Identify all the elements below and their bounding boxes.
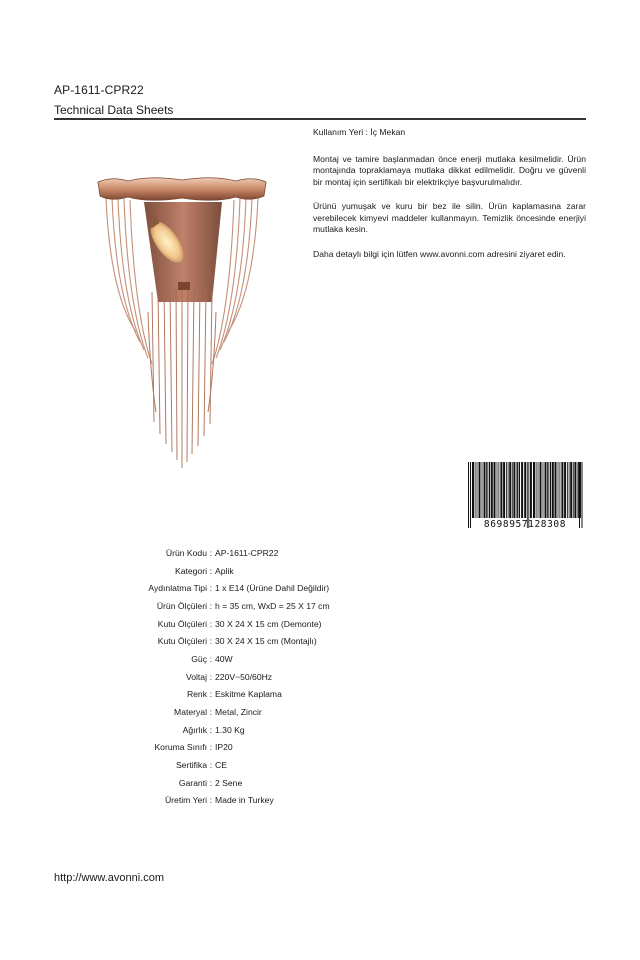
spec-row	[100, 686, 330, 704]
product-image-wall-lamp	[92, 172, 272, 472]
barcode-bar	[472, 462, 474, 518]
spec-row	[100, 703, 330, 721]
spec-value: h = 35 cm, WxD = 25 X 17 cm	[215, 600, 330, 611]
barcode-number: 8698957128308	[483, 519, 567, 530]
spec-row	[100, 668, 330, 686]
spec-separator: :	[209, 707, 213, 718]
spec-separator: :	[209, 777, 213, 788]
document-title: Technical Data Sheets	[54, 103, 174, 117]
spec-separator: :	[209, 760, 213, 771]
barcode-bar	[477, 462, 478, 518]
barcode-bar	[561, 462, 563, 518]
spec-label: Materyal	[174, 707, 207, 718]
spec-separator: :	[209, 618, 213, 629]
spec-label: Koruma Sınıfı	[154, 742, 207, 753]
barcode-bar	[569, 462, 570, 518]
usage-location: Kullanım Yeri : İç Mekan	[313, 127, 406, 137]
spec-separator: :	[209, 689, 213, 700]
spec-row	[100, 597, 330, 615]
barcode-bar	[489, 462, 490, 518]
barcode-bar	[497, 462, 498, 518]
barcode-bar	[573, 462, 574, 518]
spec-separator: :	[209, 653, 213, 664]
barcode-bar	[512, 462, 513, 518]
spec-value: AP-1611-CPR22	[215, 547, 279, 558]
spec-value: 2 Sene	[215, 777, 243, 788]
spec-row	[100, 756, 330, 774]
document-header	[54, 82, 586, 118]
spec-row	[100, 562, 330, 580]
spec-row	[100, 792, 330, 810]
spec-label: Voltaj	[185, 671, 207, 682]
barcode-bar	[550, 462, 551, 518]
spec-label: Üretim Yeri	[164, 795, 207, 806]
spec-value: Metal, Zincir	[215, 707, 262, 718]
barcode-bar	[494, 462, 496, 518]
spec-separator: :	[209, 547, 213, 558]
spec-value: 1.30 Kg	[215, 724, 245, 735]
spec-value: 40W	[215, 653, 233, 664]
barcode-bar	[558, 462, 559, 518]
spec-row	[100, 721, 330, 739]
spec-separator: :	[209, 795, 213, 806]
barcode-bar	[479, 462, 481, 518]
barcode-bar	[491, 462, 493, 518]
spec-value: Eskitme Kaplama	[215, 689, 282, 700]
barcode-bar	[564, 462, 566, 518]
spec-table	[100, 544, 330, 809]
spec-separator: :	[209, 583, 213, 594]
spec-row	[100, 615, 330, 633]
usage-info-block	[313, 127, 586, 260]
spec-label: Güç	[191, 653, 207, 664]
footer-website-link[interactable]: http://www.avonni.com	[54, 872, 165, 884]
installation-warning: Montaj ve tamire başlanmadan önce enerji mutlaka kesilmelidir. Ürün montajında topraklamaya mutlaka dikkat edilmelidir. Doğru ve güvenli bir montaj için sertifikalı bir elektrikçiye başvurulmalıdır.	[313, 153, 586, 187]
barcode-bar	[500, 462, 502, 518]
spec-label: Sertifika	[175, 760, 207, 771]
barcode-bar	[513, 462, 515, 518]
barcode-bar	[519, 462, 520, 518]
barcode-bar	[555, 462, 557, 518]
barcode-bar	[552, 462, 554, 518]
barcode-bar	[508, 462, 509, 518]
barcode-bar	[521, 462, 523, 518]
spec-value: Aplik	[215, 565, 234, 576]
spec-separator: :	[209, 600, 213, 611]
barcode-bar	[533, 462, 535, 518]
barcode-bar	[475, 462, 476, 518]
spec-label: Ürün Kodu	[165, 547, 207, 558]
barcode-bar	[543, 462, 544, 518]
barcode-bar	[509, 462, 511, 518]
spec-label: Garanti	[178, 777, 207, 788]
spec-separator: :	[209, 636, 213, 647]
spec-separator: :	[209, 565, 213, 576]
barcode-bar	[574, 462, 576, 518]
spec-label: Aydınlatma Tipi	[148, 583, 207, 594]
spec-label: Kategori	[174, 565, 207, 576]
spec-row	[100, 632, 330, 650]
barcode-bar	[482, 462, 483, 518]
barcode-bar	[524, 462, 526, 518]
barcode-bar	[536, 462, 537, 518]
barcode-bar	[530, 462, 532, 518]
barcode-bar	[538, 462, 539, 518]
barcode-bar	[570, 462, 572, 518]
spec-value: CE	[215, 760, 227, 771]
barcode-bar	[506, 462, 507, 518]
spec-separator: :	[209, 724, 213, 735]
barcode-bar	[567, 462, 568, 518]
barcode-bar	[499, 462, 500, 518]
spec-value: 30 X 24 X 15 cm (Demonte)	[215, 618, 322, 629]
spec-value: Made in Turkey	[215, 795, 274, 806]
barcode-bar	[560, 462, 561, 518]
spec-value: 30 X 24 X 15 cm (Montajlı)	[215, 636, 317, 647]
spec-row	[100, 650, 330, 668]
spec-value: 220V~50/60Hz	[215, 671, 273, 682]
barcode-bar	[503, 462, 505, 518]
spec-label: Renk	[186, 689, 207, 700]
spec-row	[100, 739, 330, 757]
spec-value: 1 x E14 (Ürüne Dahil Değildir)	[215, 583, 330, 594]
spec-row	[100, 774, 330, 792]
spec-label: Kutu Ölçüleri	[157, 636, 207, 647]
spec-row	[100, 579, 330, 597]
barcode-bar	[486, 462, 487, 518]
more-info-note: Daha detaylı bilgi için lütfen www.avonni.com adresini ziyaret edin.	[313, 248, 566, 259]
barcode-bar	[540, 462, 542, 518]
barcode-bar	[484, 462, 486, 518]
barcode-bar	[578, 462, 579, 518]
product-code-title: AP-1611-CPR22	[54, 83, 144, 97]
barcode-bar	[547, 462, 548, 518]
barcode-bar	[545, 462, 547, 518]
spec-label: Ürün Ölçüleri	[156, 600, 207, 611]
barcode-bar	[517, 462, 518, 518]
spec-separator: :	[209, 742, 213, 753]
spec-label: Kutu Ölçüleri	[157, 618, 207, 629]
spec-row	[100, 544, 330, 562]
spec-separator: :	[209, 671, 213, 682]
spec-value: IP20	[215, 742, 233, 753]
header-divider	[54, 118, 586, 120]
cleaning-instructions: Ürünü yumuşak ve kuru bir bez ile silin. Ürün kaplamasına zarar verebilecek kimyevi maddeler kullanmayın. Temizlik öncesinde enerjiyi mutlaka kesin.	[313, 201, 586, 234]
spec-label: Ağırlık	[182, 724, 207, 735]
